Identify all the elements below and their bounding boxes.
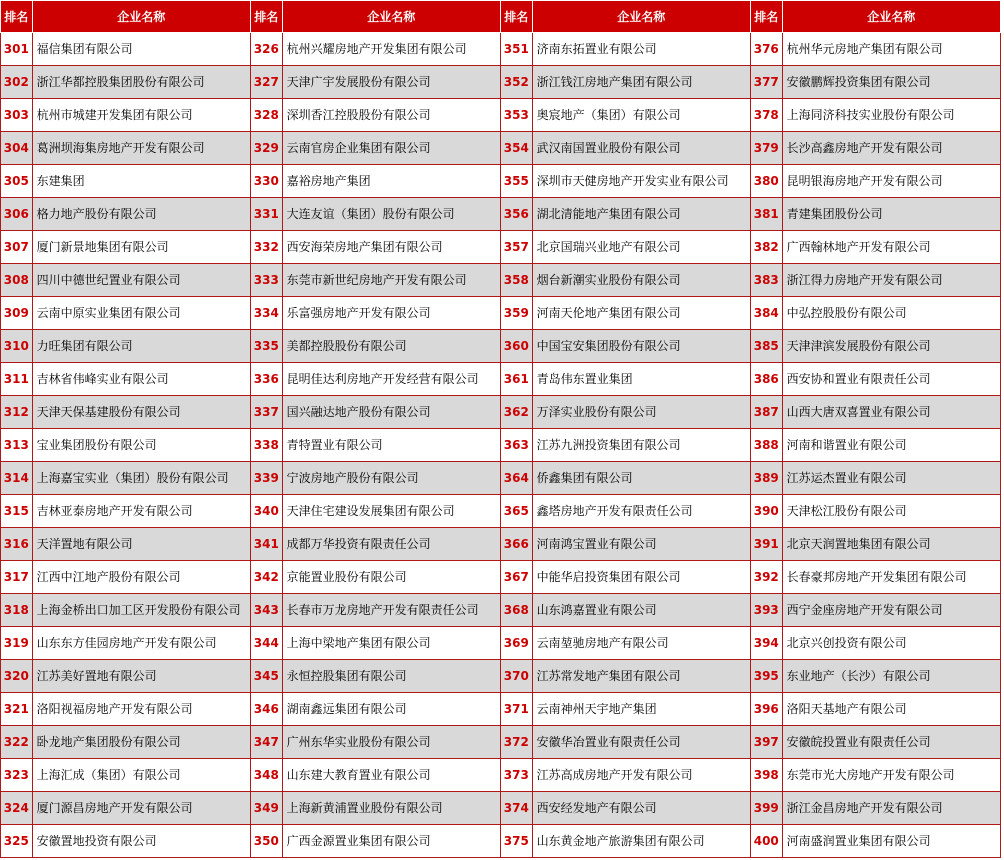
company-name-cell: 乐富强房地产开发有限公司 xyxy=(282,297,500,330)
company-name-cell: 东建集团 xyxy=(32,165,250,198)
rank-cell: 370 xyxy=(500,660,532,693)
rank-cell: 324 xyxy=(1,792,33,825)
rank-cell: 376 xyxy=(750,33,782,66)
rank-cell: 363 xyxy=(500,429,532,462)
company-name-cell: 山东东方佳园房地产开发有限公司 xyxy=(32,627,250,660)
company-name-cell: 青建集团股份公司 xyxy=(782,198,1000,231)
table-body xyxy=(1,33,1001,858)
rank-cell: 357 xyxy=(500,231,532,264)
table-row xyxy=(1,495,1001,528)
company-name-header: 企业名称 xyxy=(532,1,750,33)
rank-header: 排名 xyxy=(750,1,782,33)
rank-cell: 309 xyxy=(1,297,33,330)
company-name-cell: 东莞市新世纪房地产开发有限公司 xyxy=(282,264,500,297)
company-name-cell: 天津天保基建股份有限公司 xyxy=(32,396,250,429)
company-name-cell: 杭州市城建开发集团有限公司 xyxy=(32,99,250,132)
company-name-cell: 北京天润置地集团有限公司 xyxy=(782,528,1000,561)
rank-cell: 329 xyxy=(250,132,282,165)
rank-cell: 380 xyxy=(750,165,782,198)
rank-cell: 386 xyxy=(750,363,782,396)
table-row xyxy=(1,594,1001,627)
rank-cell: 326 xyxy=(250,33,282,66)
rank-header: 排名 xyxy=(250,1,282,33)
table-row xyxy=(1,165,1001,198)
company-name-cell: 厦门源昌房地产开发有限公司 xyxy=(32,792,250,825)
rank-cell: 398 xyxy=(750,759,782,792)
table-row xyxy=(1,66,1001,99)
rank-cell: 371 xyxy=(500,693,532,726)
company-name-cell: 广西金源置业集团有限公司 xyxy=(282,825,500,858)
rank-cell: 304 xyxy=(1,132,33,165)
table-row xyxy=(1,693,1001,726)
rank-cell: 373 xyxy=(500,759,532,792)
company-name-cell: 西安海荣房地产集团有限公司 xyxy=(282,231,500,264)
rank-cell: 308 xyxy=(1,264,33,297)
company-name-cell: 江苏运杰置业有限公司 xyxy=(782,462,1000,495)
company-name-cell: 山西大唐双喜置业有限公司 xyxy=(782,396,1000,429)
company-name-cell: 长春市万龙房地产开发有限责任公司 xyxy=(282,594,500,627)
rank-cell: 383 xyxy=(750,264,782,297)
company-name-cell: 江苏高成房地产开发有限公司 xyxy=(532,759,750,792)
company-name-cell: 上海嘉宝实业（集团）股份有限公司 xyxy=(32,462,250,495)
rank-cell: 352 xyxy=(500,66,532,99)
rank-cell: 378 xyxy=(750,99,782,132)
rank-cell: 330 xyxy=(250,165,282,198)
table-row xyxy=(1,297,1001,330)
rank-cell: 354 xyxy=(500,132,532,165)
rank-cell: 399 xyxy=(750,792,782,825)
rank-cell: 356 xyxy=(500,198,532,231)
company-name-cell: 江西中江地产股份有限公司 xyxy=(32,561,250,594)
company-name-cell: 京能置业股份有限公司 xyxy=(282,561,500,594)
company-name-cell: 上海中梁地产集团有限公司 xyxy=(282,627,500,660)
rank-cell: 333 xyxy=(250,264,282,297)
company-name-cell: 昆明银海房地产开发有限公司 xyxy=(782,165,1000,198)
rank-cell: 364 xyxy=(500,462,532,495)
rank-cell: 325 xyxy=(1,825,33,858)
rank-cell: 337 xyxy=(250,396,282,429)
company-name-cell: 云南官房企业集团有限公司 xyxy=(282,132,500,165)
company-name-cell: 浙江金昌房地产开发有限公司 xyxy=(782,792,1000,825)
company-name-cell: 西宁金座房地产开发有限公司 xyxy=(782,594,1000,627)
rank-cell: 349 xyxy=(250,792,282,825)
rank-cell: 302 xyxy=(1,66,33,99)
rank-cell: 394 xyxy=(750,627,782,660)
company-name-cell: 江苏常发地产集团有限公司 xyxy=(532,660,750,693)
company-name-cell: 洛阳天基地产有限公司 xyxy=(782,693,1000,726)
company-name-cell: 吉林亚泰房地产开发有限公司 xyxy=(32,495,250,528)
rank-cell: 331 xyxy=(250,198,282,231)
rank-cell: 347 xyxy=(250,726,282,759)
rank-cell: 351 xyxy=(500,33,532,66)
company-name-cell: 北京国瑞兴业地产有限公司 xyxy=(532,231,750,264)
company-name-cell: 吉林省伟峰实业有限公司 xyxy=(32,363,250,396)
rank-cell: 400 xyxy=(750,825,782,858)
rank-cell: 346 xyxy=(250,693,282,726)
rank-cell: 395 xyxy=(750,660,782,693)
rank-cell: 368 xyxy=(500,594,532,627)
company-name-cell: 杭州华元房地产集团有限公司 xyxy=(782,33,1000,66)
company-name-cell: 云南神州天宇地产集团 xyxy=(532,693,750,726)
table-row xyxy=(1,132,1001,165)
company-name-header: 企业名称 xyxy=(32,1,250,33)
company-name-cell: 万泽实业股份有限公司 xyxy=(532,396,750,429)
company-name-cell: 广西翰林地产开发有限公司 xyxy=(782,231,1000,264)
rank-cell: 323 xyxy=(1,759,33,792)
company-name-cell: 云南中原实业集团有限公司 xyxy=(32,297,250,330)
rank-cell: 321 xyxy=(1,693,33,726)
rank-cell: 379 xyxy=(750,132,782,165)
rank-cell: 305 xyxy=(1,165,33,198)
rank-cell: 306 xyxy=(1,198,33,231)
company-name-cell: 葛洲坝海集房地产开发有限公司 xyxy=(32,132,250,165)
company-name-cell: 济南东拓置业有限公司 xyxy=(532,33,750,66)
company-name-cell: 湖北清能地产集团有限公司 xyxy=(532,198,750,231)
rank-cell: 353 xyxy=(500,99,532,132)
company-name-cell: 福信集团有限公司 xyxy=(32,33,250,66)
rank-cell: 388 xyxy=(750,429,782,462)
table-row xyxy=(1,825,1001,858)
company-name-cell: 卧龙地产集团股份有限公司 xyxy=(32,726,250,759)
company-name-cell: 浙江得力房地产开发有限公司 xyxy=(782,264,1000,297)
table-row xyxy=(1,330,1001,363)
table-row xyxy=(1,396,1001,429)
company-name-cell: 东莞市光大房地产开发有限公司 xyxy=(782,759,1000,792)
rank-cell: 313 xyxy=(1,429,33,462)
table-row xyxy=(1,462,1001,495)
rank-cell: 341 xyxy=(250,528,282,561)
rank-cell: 348 xyxy=(250,759,282,792)
rank-cell: 385 xyxy=(750,330,782,363)
table-row xyxy=(1,264,1001,297)
rank-cell: 358 xyxy=(500,264,532,297)
company-name-cell: 天洋置地有限公司 xyxy=(32,528,250,561)
company-name-cell: 青岛伟东置业集团 xyxy=(532,363,750,396)
table-row xyxy=(1,528,1001,561)
company-name-cell: 山东建大教育置业有限公司 xyxy=(282,759,500,792)
company-name-cell: 昆明佳达利房地产开发经营有限公司 xyxy=(282,363,500,396)
company-name-cell: 中国宝安集团股份有限公司 xyxy=(532,330,750,363)
company-name-cell: 浙江钱江房地产集团有限公司 xyxy=(532,66,750,99)
company-name-cell: 国兴融达地产股份有限公司 xyxy=(282,396,500,429)
company-name-cell: 天津广宇发展股份有限公司 xyxy=(282,66,500,99)
company-name-cell: 美都控股股份有限公司 xyxy=(282,330,500,363)
company-name-cell: 奥宸地产（集团）有限公司 xyxy=(532,99,750,132)
company-name-cell: 广州东华实业股份有限公司 xyxy=(282,726,500,759)
rank-cell: 366 xyxy=(500,528,532,561)
company-name-header: 企业名称 xyxy=(282,1,500,33)
company-name-cell: 西安经发地产有限公司 xyxy=(532,792,750,825)
rank-cell: 382 xyxy=(750,231,782,264)
company-name-cell: 侨鑫集团有限公司 xyxy=(532,462,750,495)
company-name-cell: 天津松江股份有限公司 xyxy=(782,495,1000,528)
company-name-header: 企业名称 xyxy=(782,1,1000,33)
company-name-cell: 上海同济科技实业股份有限公司 xyxy=(782,99,1000,132)
company-name-cell: 宝业集团股份有限公司 xyxy=(32,429,250,462)
rank-cell: 381 xyxy=(750,198,782,231)
company-name-cell: 长春豪邦房地产开发集团有限公司 xyxy=(782,561,1000,594)
rank-cell: 369 xyxy=(500,627,532,660)
company-name-cell: 四川中德世纪置业有限公司 xyxy=(32,264,250,297)
rank-cell: 332 xyxy=(250,231,282,264)
rank-cell: 301 xyxy=(1,33,33,66)
company-name-cell: 浙江华都控股集团股份有限公司 xyxy=(32,66,250,99)
company-name-cell: 深圳香江控股股份有限公司 xyxy=(282,99,500,132)
company-name-cell: 安徽置地投资有限公司 xyxy=(32,825,250,858)
company-name-cell: 安徽皖投置业有限责任公司 xyxy=(782,726,1000,759)
company-name-cell: 大连友谊（集团）股份有限公司 xyxy=(282,198,500,231)
table-row xyxy=(1,198,1001,231)
company-name-cell: 力旺集团有限公司 xyxy=(32,330,250,363)
company-name-cell: 安徽鹏辉投资集团有限公司 xyxy=(782,66,1000,99)
rank-cell: 310 xyxy=(1,330,33,363)
rank-cell: 338 xyxy=(250,429,282,462)
company-name-cell: 西安协和置业有限责任公司 xyxy=(782,363,1000,396)
rank-cell: 342 xyxy=(250,561,282,594)
company-name-cell: 上海汇成（集团）有限公司 xyxy=(32,759,250,792)
rank-cell: 315 xyxy=(1,495,33,528)
rank-cell: 384 xyxy=(750,297,782,330)
rank-cell: 396 xyxy=(750,693,782,726)
table-row xyxy=(1,429,1001,462)
table-row xyxy=(1,792,1001,825)
company-name-cell: 成都万华投资有限责任公司 xyxy=(282,528,500,561)
company-name-cell: 鑫塔房地产开发有限责任公司 xyxy=(532,495,750,528)
rank-cell: 355 xyxy=(500,165,532,198)
company-name-cell: 永恒控股集团有限公司 xyxy=(282,660,500,693)
company-name-cell: 河南天伦地产集团有限公司 xyxy=(532,297,750,330)
rank-cell: 343 xyxy=(250,594,282,627)
rank-cell: 303 xyxy=(1,99,33,132)
company-name-cell: 江苏美好置地有限公司 xyxy=(32,660,250,693)
rank-cell: 339 xyxy=(250,462,282,495)
rank-cell: 377 xyxy=(750,66,782,99)
rank-cell: 397 xyxy=(750,726,782,759)
rank-cell: 328 xyxy=(250,99,282,132)
table-row xyxy=(1,759,1001,792)
header-row xyxy=(1,1,1001,33)
company-name-cell: 格力地产股份有限公司 xyxy=(32,198,250,231)
rank-cell: 344 xyxy=(250,627,282,660)
table-row xyxy=(1,33,1001,66)
company-name-cell: 武汉南国置业股份有限公司 xyxy=(532,132,750,165)
rank-cell: 390 xyxy=(750,495,782,528)
company-name-cell: 河南和谐置业有限公司 xyxy=(782,429,1000,462)
rank-cell: 334 xyxy=(250,297,282,330)
rank-cell: 319 xyxy=(1,627,33,660)
rank-cell: 389 xyxy=(750,462,782,495)
rank-header: 排名 xyxy=(1,1,33,33)
company-name-cell: 天津津滨发展股份有限公司 xyxy=(782,330,1000,363)
company-name-cell: 青特置业有限公司 xyxy=(282,429,500,462)
rank-cell: 367 xyxy=(500,561,532,594)
company-name-cell: 洛阳视福房地产开发有限公司 xyxy=(32,693,250,726)
company-name-cell: 中能华启投资集团有限公司 xyxy=(532,561,750,594)
rank-cell: 375 xyxy=(500,825,532,858)
company-name-cell: 云南堃驰房地产有限公司 xyxy=(532,627,750,660)
rank-cell: 359 xyxy=(500,297,532,330)
company-name-cell: 东业地产（长沙）有限公司 xyxy=(782,660,1000,693)
rank-cell: 361 xyxy=(500,363,532,396)
company-name-cell: 天津住宅建设发展集团有限公司 xyxy=(282,495,500,528)
rank-cell: 316 xyxy=(1,528,33,561)
table-row xyxy=(1,99,1001,132)
rank-cell: 374 xyxy=(500,792,532,825)
rank-cell: 317 xyxy=(1,561,33,594)
rank-cell: 372 xyxy=(500,726,532,759)
rank-cell: 311 xyxy=(1,363,33,396)
company-name-cell: 北京兴创投资有限公司 xyxy=(782,627,1000,660)
company-name-cell: 长沙高鑫房地产开发有限公司 xyxy=(782,132,1000,165)
rank-cell: 393 xyxy=(750,594,782,627)
table-row xyxy=(1,561,1001,594)
rank-cell: 362 xyxy=(500,396,532,429)
rank-cell: 322 xyxy=(1,726,33,759)
company-name-cell: 上海金桥出口加工区开发股份有限公司 xyxy=(32,594,250,627)
rank-cell: 318 xyxy=(1,594,33,627)
rank-cell: 392 xyxy=(750,561,782,594)
company-name-cell: 中弘控股股份有限公司 xyxy=(782,297,1000,330)
rank-cell: 320 xyxy=(1,660,33,693)
table-row xyxy=(1,660,1001,693)
table-row xyxy=(1,726,1001,759)
rank-cell: 327 xyxy=(250,66,282,99)
rank-cell: 387 xyxy=(750,396,782,429)
rank-cell: 340 xyxy=(250,495,282,528)
rank-cell: 360 xyxy=(500,330,532,363)
rank-cell: 391 xyxy=(750,528,782,561)
company-name-cell: 山东黄金地产旅游集团有限公司 xyxy=(532,825,750,858)
rank-header: 排名 xyxy=(500,1,532,33)
company-name-cell: 上海新黄浦置业股份有限公司 xyxy=(282,792,500,825)
company-name-cell: 江苏九洲投资集团有限公司 xyxy=(532,429,750,462)
company-name-cell: 烟台新潮实业股份有限公司 xyxy=(532,264,750,297)
company-name-cell: 厦门新景地集团有限公司 xyxy=(32,231,250,264)
company-name-cell: 山东鸿嘉置业有限公司 xyxy=(532,594,750,627)
company-name-cell: 安徽华冶置业有限责任公司 xyxy=(532,726,750,759)
table-row xyxy=(1,231,1001,264)
table-row xyxy=(1,363,1001,396)
rank-cell: 350 xyxy=(250,825,282,858)
company-name-cell: 深圳市天健房地产开发实业有限公司 xyxy=(532,165,750,198)
company-name-cell: 宁波房地产股份有限公司 xyxy=(282,462,500,495)
rank-cell: 335 xyxy=(250,330,282,363)
table-row xyxy=(1,627,1001,660)
company-name-cell: 河南鸿宝置业有限公司 xyxy=(532,528,750,561)
rank-cell: 312 xyxy=(1,396,33,429)
company-name-cell: 杭州兴耀房地产开发集团有限公司 xyxy=(282,33,500,66)
rank-cell: 307 xyxy=(1,231,33,264)
rank-cell: 365 xyxy=(500,495,532,528)
company-name-cell: 湖南鑫远集团有限公司 xyxy=(282,693,500,726)
rank-cell: 336 xyxy=(250,363,282,396)
company-name-cell: 河南盛润置业集团有限公司 xyxy=(782,825,1000,858)
rank-cell: 345 xyxy=(250,660,282,693)
company-name-cell: 嘉裕房地产集团 xyxy=(282,165,500,198)
rank-cell: 314 xyxy=(1,462,33,495)
